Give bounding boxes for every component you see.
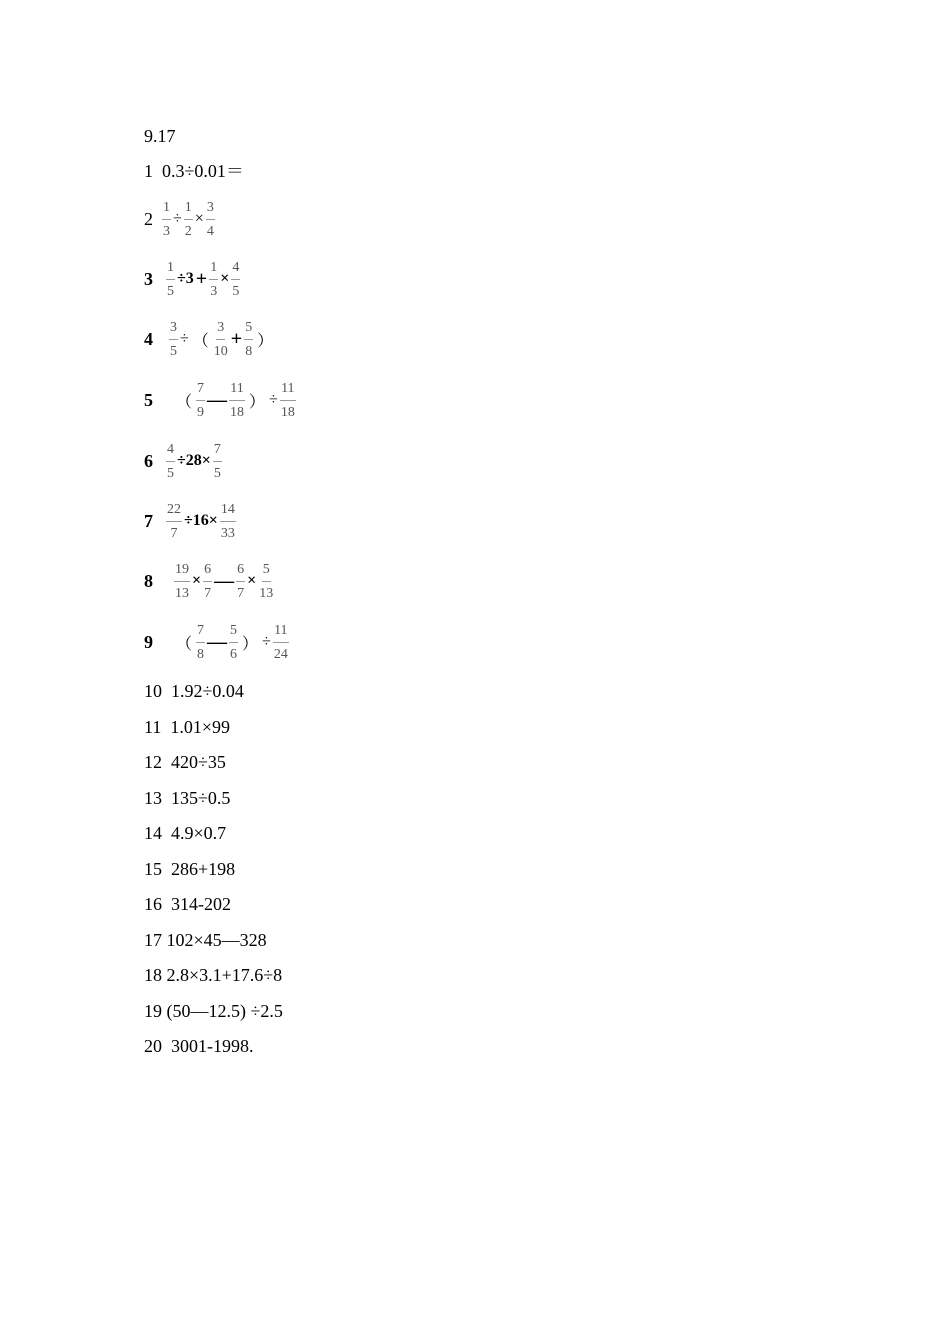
problem-16: 16 314-202 bbox=[144, 894, 231, 914]
fraction: $\frac{22}{7}$ bbox=[167, 501, 181, 541]
problem-number: 4 bbox=[144, 328, 153, 349]
operator: + bbox=[230, 327, 243, 350]
problem-11: 11 1.01×99 bbox=[144, 717, 230, 737]
fraction: $\frac{5}{13}$ bbox=[259, 561, 274, 601]
fraction: $\frac{3}{10}$ bbox=[213, 319, 228, 359]
problem-number: 3 bbox=[144, 268, 153, 289]
fraction: $\frac{11}{24}$ bbox=[273, 622, 288, 662]
right-paren: ） bbox=[257, 332, 274, 350]
problem-7 bbox=[144, 498, 237, 544]
problem-4 bbox=[144, 316, 276, 362]
problem-10: 10 1.92÷0.04 bbox=[144, 681, 244, 701]
operator: × bbox=[247, 572, 257, 589]
operator: × bbox=[192, 572, 202, 589]
operator: — bbox=[214, 569, 235, 592]
problem-17: 17 102×45—328 bbox=[144, 930, 267, 950]
left-paren: （ bbox=[176, 393, 193, 411]
problem-19: 19 (50—12.5) ÷2.5 bbox=[144, 1001, 283, 1021]
problem-number: 2 bbox=[144, 208, 153, 229]
problem-5 bbox=[144, 377, 297, 423]
problem-number: 1 bbox=[144, 161, 153, 181]
problem-2 bbox=[144, 196, 216, 242]
operator: — bbox=[207, 630, 228, 653]
operator: ÷ bbox=[269, 391, 278, 408]
operator: ÷16× bbox=[184, 512, 218, 529]
problem-13: 13 135÷0.5 bbox=[144, 788, 231, 808]
fraction: $\frac{7}{5}$ bbox=[213, 441, 221, 481]
operator: × bbox=[220, 270, 230, 287]
problem-1 bbox=[144, 161, 244, 181]
date-heading: 9.17 bbox=[144, 126, 176, 146]
fraction: $\frac{3}{5}$ bbox=[170, 319, 177, 359]
fraction: $\frac{1}{2}$ bbox=[184, 199, 192, 239]
fraction: $\frac{5}{8}$ bbox=[245, 319, 253, 359]
fraction: $\frac{11}{18}$ bbox=[230, 380, 245, 420]
fraction: $\frac{1}{3}$ bbox=[210, 259, 218, 299]
operator: × bbox=[194, 210, 204, 227]
fraction: $\frac{7}{9}$ bbox=[197, 380, 205, 420]
left-paren: （ bbox=[192, 332, 209, 350]
problem-15: 15 286+198 bbox=[144, 859, 236, 879]
operator: ÷ bbox=[262, 633, 271, 650]
problem-3 bbox=[144, 256, 241, 302]
operator: ÷ bbox=[173, 210, 182, 227]
fraction: $\frac{5}{6}$ bbox=[230, 622, 238, 662]
fraction: $\frac{3}{4}$ bbox=[206, 199, 214, 239]
problem-14: 14 4.9×0.7 bbox=[144, 823, 227, 843]
problem-20: 20 3001-1998. bbox=[144, 1036, 254, 1056]
right-paren: ） bbox=[242, 635, 259, 653]
fraction: $\frac{14}{33}$ bbox=[220, 501, 235, 541]
operator: ÷3 bbox=[177, 270, 194, 287]
problem-18: 18 2.8×3.1+17.6÷8 bbox=[144, 965, 283, 985]
problem-number: 5 bbox=[144, 389, 153, 410]
problem-number: 7 bbox=[144, 510, 153, 531]
fraction: $\frac{1}{5}$ bbox=[167, 259, 174, 299]
right-paren: ） bbox=[249, 393, 266, 411]
fraction: $\frac{11}{18}$ bbox=[280, 380, 295, 420]
problem-expression: 0.3÷0.01＝ bbox=[162, 161, 244, 181]
left-paren: （ bbox=[176, 635, 193, 653]
problem-number: 6 bbox=[144, 450, 153, 471]
fraction: $\frac{7}{8}$ bbox=[197, 622, 205, 662]
problem-8 bbox=[144, 558, 275, 604]
problem-6 bbox=[144, 438, 223, 484]
fraction: $\frac{4}{5}$ bbox=[232, 259, 240, 299]
problem-12: 12 420÷35 bbox=[144, 752, 226, 772]
problem-9 bbox=[144, 619, 290, 665]
fraction: $\frac{1}{3}$ bbox=[163, 199, 170, 239]
problem-number: 9 bbox=[144, 631, 153, 652]
fraction: $\frac{4}{5}$ bbox=[167, 441, 174, 481]
operator: ÷ bbox=[180, 330, 189, 347]
operator: ÷28× bbox=[177, 452, 211, 469]
fraction: $\frac{19}{13}$ bbox=[175, 561, 189, 601]
fraction: $\frac{6}{7}$ bbox=[237, 561, 245, 601]
operator: + bbox=[195, 267, 208, 290]
problem-number: 8 bbox=[144, 570, 153, 591]
operator: — bbox=[207, 388, 228, 411]
fraction: $\frac{6}{7}$ bbox=[204, 561, 212, 601]
